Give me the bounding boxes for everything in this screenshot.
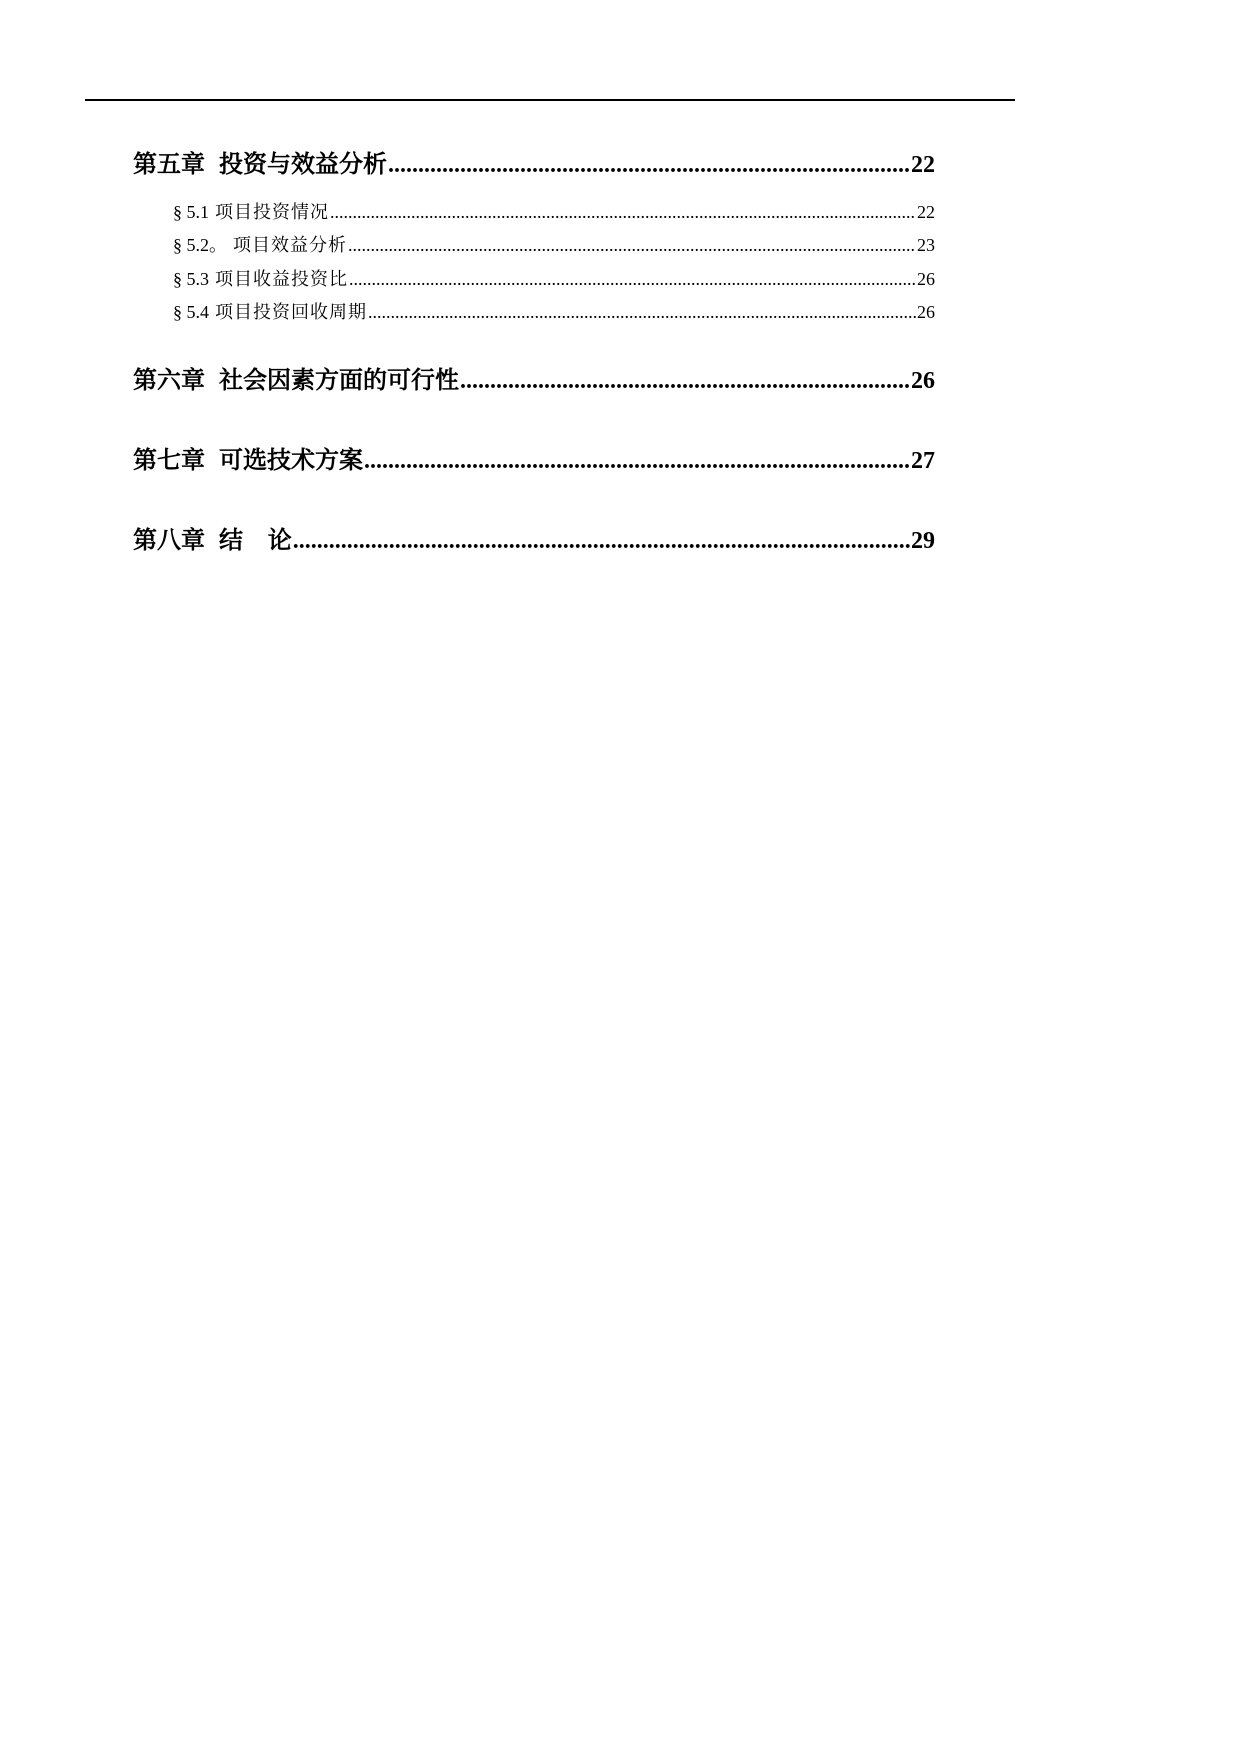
section-number: § 5.2。: [173, 235, 227, 255]
dot-leader: [349, 266, 916, 292]
chapter-title: 社会因素方面的可行性: [219, 366, 459, 394]
dot-leader: [388, 149, 910, 180]
section-number: § 5.4: [173, 302, 209, 322]
chapter-number: 第八章: [133, 526, 205, 554]
dot-leader: [293, 525, 910, 556]
header-rule: [85, 99, 1015, 101]
toc-chapter-7[interactable]: [133, 444, 935, 476]
section-number: § 5.3: [173, 269, 209, 289]
dot-leader: [364, 445, 910, 476]
page-number: 22: [911, 152, 935, 178]
section-number: § 5.1: [173, 202, 209, 222]
page-number: 29: [911, 528, 935, 554]
toc-chapter-5[interactable]: [133, 148, 935, 180]
dot-leader: [368, 299, 916, 325]
dot-leader: [460, 365, 910, 396]
page-number: 26: [917, 302, 935, 322]
section-title: 项目投资回收周期: [215, 302, 367, 323]
chapter-title: 投资与效益分析: [219, 150, 387, 178]
page-number: 26: [911, 368, 935, 394]
chapter-title-part-2: 论: [267, 526, 292, 554]
page-number: 22: [917, 202, 935, 222]
toc-section-5-2[interactable]: [173, 232, 935, 258]
dot-leader: [348, 232, 916, 258]
toc-section-5-1[interactable]: [173, 199, 935, 225]
page-number: 27: [911, 448, 935, 474]
dot-leader: [330, 199, 916, 225]
chapter-number: 第五章: [133, 150, 205, 178]
chapter-number: 第七章: [133, 446, 205, 474]
toc-section-5-4[interactable]: [173, 299, 935, 325]
chapter-title: 可选技术方案: [219, 446, 363, 474]
section-title: 项目投资情况: [215, 202, 329, 223]
toc-chapter-8[interactable]: [133, 524, 935, 556]
toc-chapter-6[interactable]: [133, 364, 935, 396]
page-number: 23: [917, 235, 935, 255]
toc-section-5-3[interactable]: [173, 266, 935, 292]
chapter-title-part-1: 结: [219, 526, 243, 554]
chapter-number: 第六章: [133, 366, 205, 394]
section-title: 项目收益投资比: [215, 269, 348, 290]
section-title: 项目效益分析: [233, 235, 347, 256]
page-number: 26: [917, 269, 935, 289]
